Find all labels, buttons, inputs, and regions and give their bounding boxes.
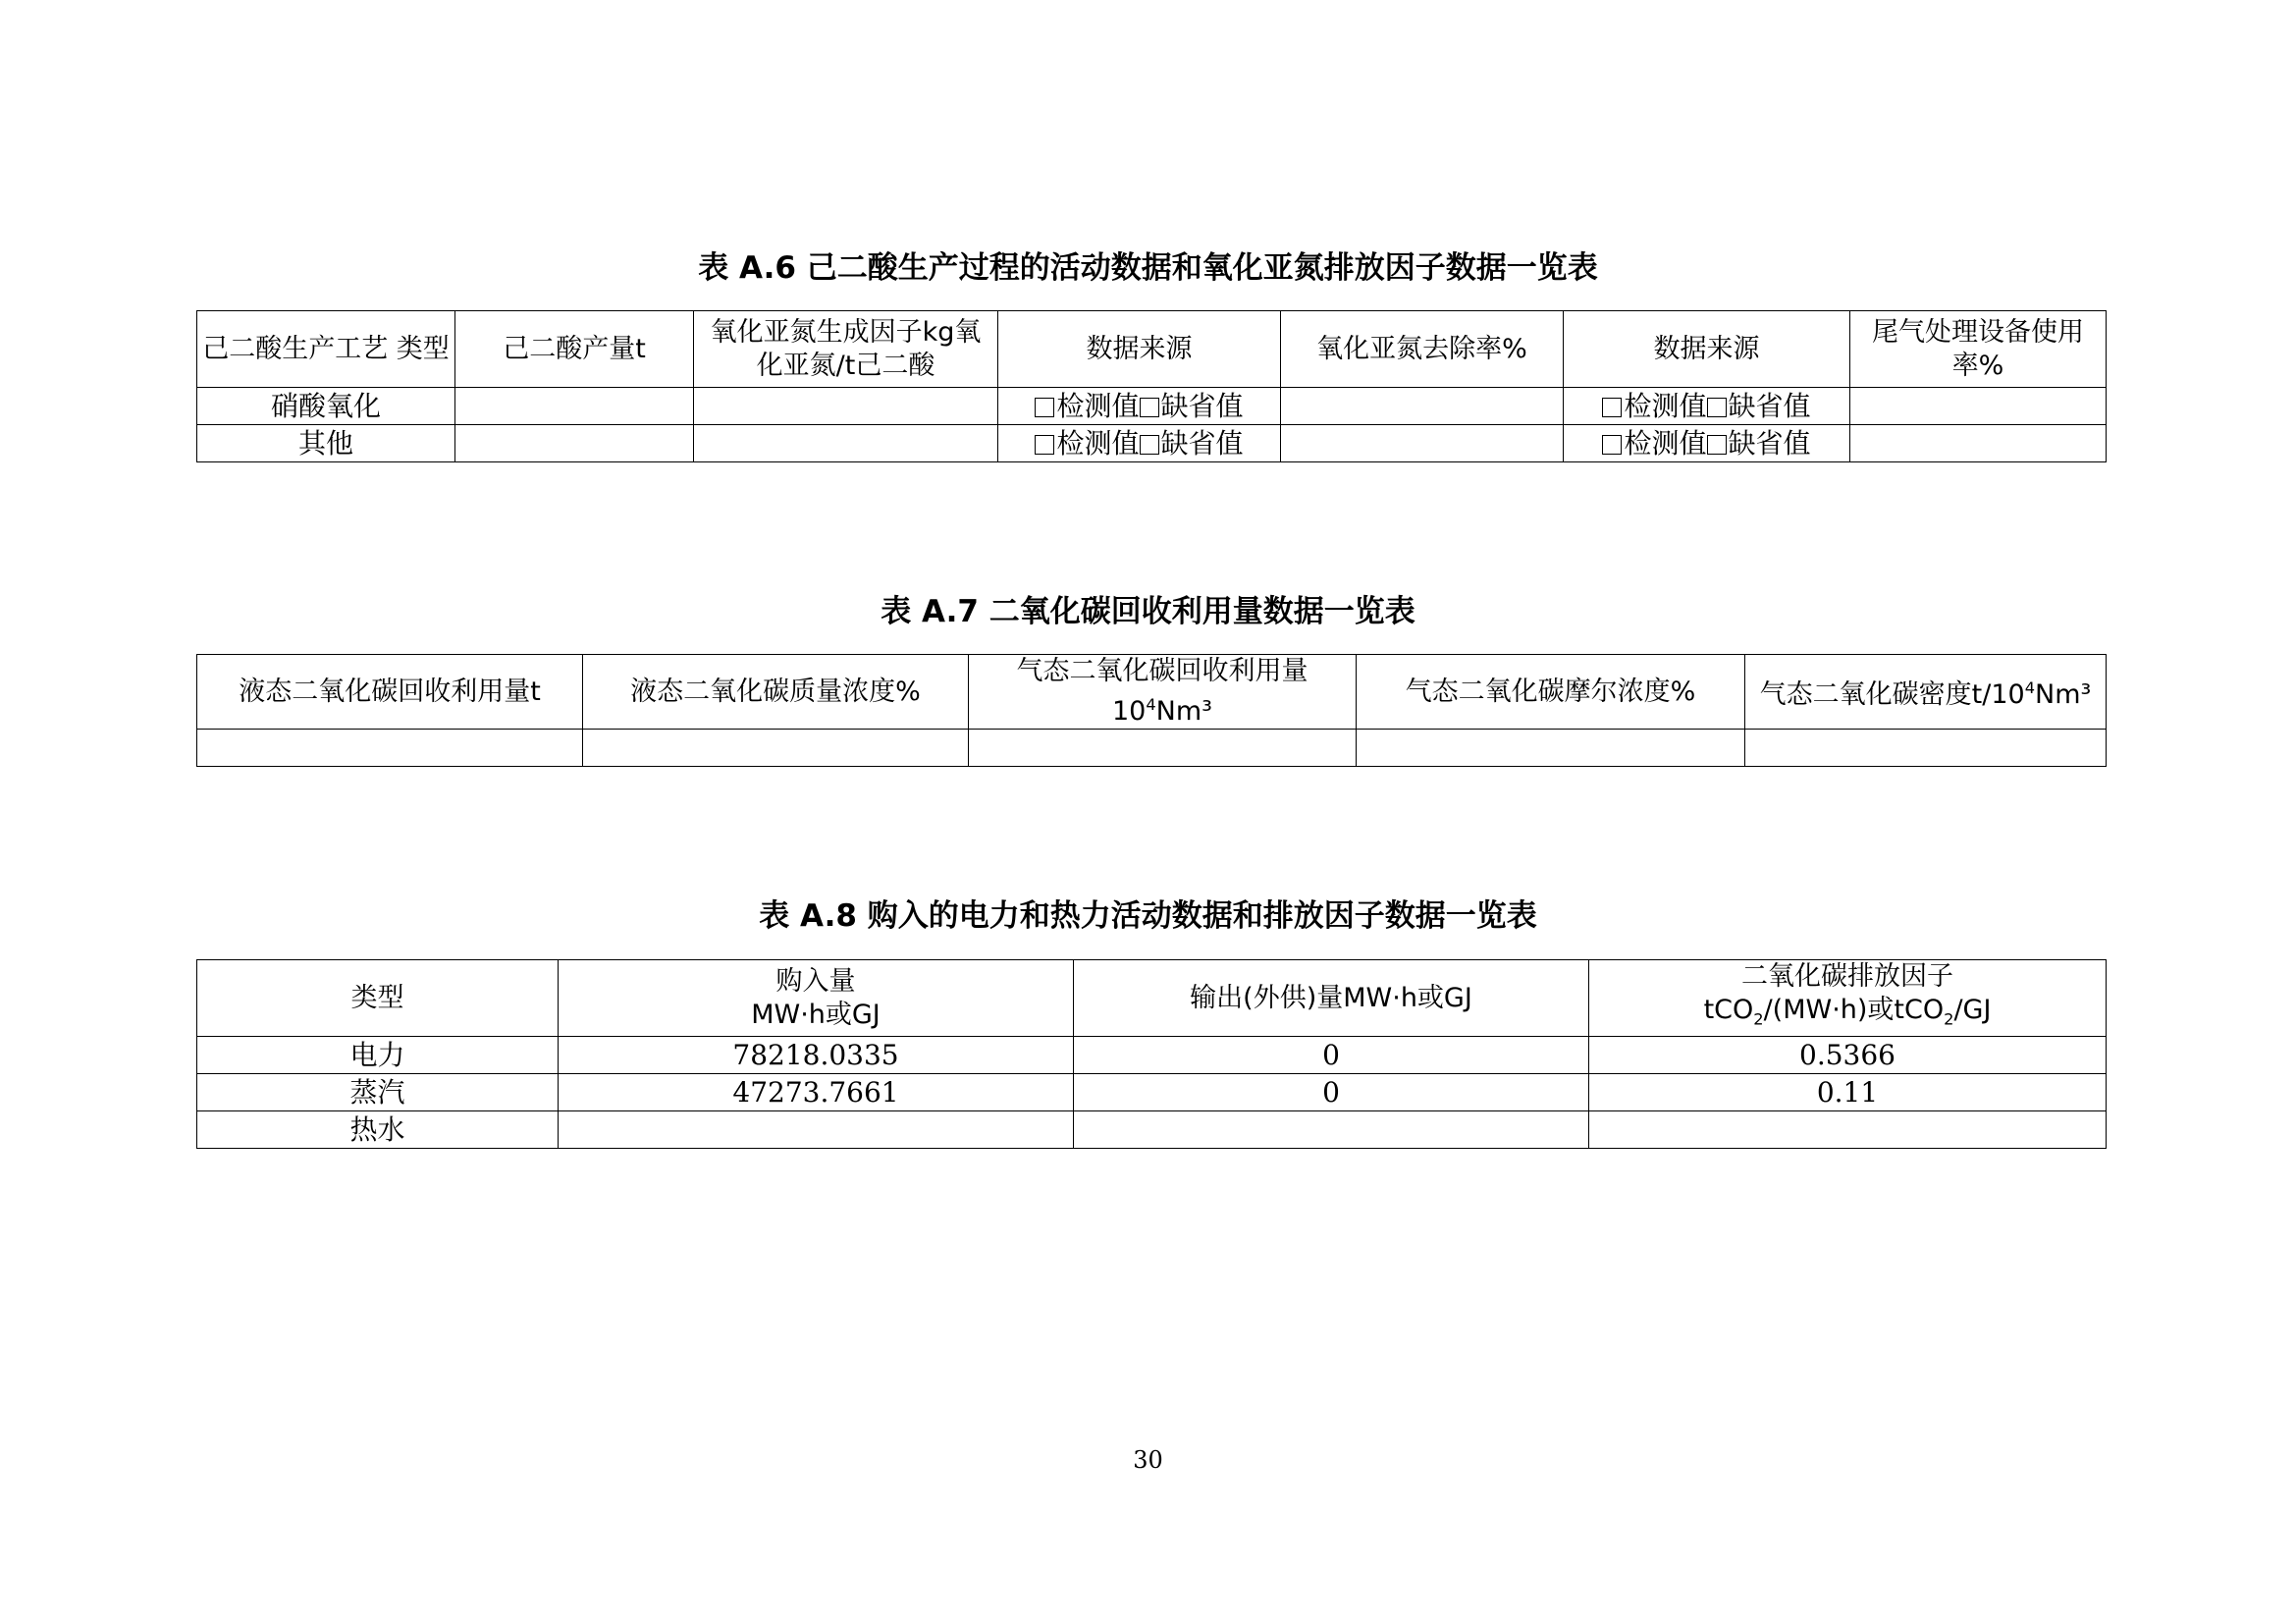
purchase-cell[interactable]: 78218.0335 <box>559 1037 1074 1074</box>
factor-cell[interactable]: 0.5366 <box>1589 1037 2107 1074</box>
data-cell[interactable] <box>1745 730 2107 767</box>
header-cell: 数据来源 <box>998 311 1281 388</box>
table-row <box>197 1037 2107 1074</box>
output-cell[interactable] <box>1074 1111 1589 1149</box>
unit-suffix: Nm³ <box>2035 679 2092 710</box>
checkbox[interactable] <box>1140 435 1159 455</box>
table-header-row <box>197 655 2107 730</box>
purchase-cell[interactable] <box>559 1111 1074 1149</box>
checkbox-label: 检测值 <box>1624 426 1707 460</box>
table-a6 <box>196 310 2107 462</box>
data-source-cell <box>998 388 1281 425</box>
header-cell: 输出(外供)量MW·h或GJ <box>1074 960 1589 1037</box>
data-cell[interactable] <box>455 388 694 425</box>
header-text: 二氧化碳排放因子 <box>1741 961 1953 992</box>
table-header-row <box>197 960 2107 1037</box>
checkbox-label: 缺省值 <box>1160 426 1244 460</box>
checkbox-label: 缺省值 <box>1160 389 1244 422</box>
subscript: 2 <box>1753 1009 1764 1029</box>
checkbox[interactable] <box>1140 398 1159 417</box>
data-cell[interactable] <box>1850 388 2107 425</box>
type-cell: 硝酸氧化 <box>197 388 455 425</box>
checkbox[interactable] <box>1602 398 1622 417</box>
header-cell: 液态二氧化碳回收利用量t <box>197 655 583 730</box>
header-unit: MW·h或GJ <box>751 999 881 1030</box>
header-text: 气态二氧化碳密度t/10 <box>1759 679 2025 710</box>
checkbox[interactable] <box>1035 398 1054 417</box>
data-cell[interactable] <box>969 730 1357 767</box>
header-cell: 液态二氧化碳质量浓度% <box>583 655 969 730</box>
header-unit-part: /GJ <box>1953 995 1992 1025</box>
purchase-cell[interactable]: 47273.7661 <box>559 1074 1074 1111</box>
header-cell <box>1589 960 2107 1037</box>
factor-cell[interactable] <box>1589 1111 2107 1149</box>
type-cell: 热水 <box>197 1111 559 1149</box>
unit-exponent: 4 <box>2024 678 2036 697</box>
header-cell: 气态二氧化碳摩尔浓度% <box>1357 655 1745 730</box>
data-cell[interactable] <box>1281 388 1564 425</box>
header-text: 气态二氧化碳回收利用量 <box>1016 656 1308 686</box>
checkbox[interactable] <box>1035 435 1054 455</box>
data-source-cell <box>1564 388 1850 425</box>
header-cell: 己二酸生产工艺 类型 <box>197 311 455 388</box>
data-cell[interactable] <box>1850 425 2107 462</box>
header-cell <box>1745 655 2107 730</box>
header-unit-part: tCO <box>1703 995 1754 1025</box>
unit-suffix: Nm³ <box>1155 696 1212 727</box>
table-row <box>197 388 2107 425</box>
table-row <box>197 1111 2107 1149</box>
data-source-cell <box>998 425 1281 462</box>
data-cell[interactable] <box>1281 425 1564 462</box>
checkbox-label: 缺省值 <box>1728 426 1811 460</box>
header-cell: 氧化亚氮去除率% <box>1281 311 1564 388</box>
checkbox[interactable] <box>1707 435 1727 455</box>
data-cell[interactable] <box>694 388 998 425</box>
table-a7-caption: 表 A.7 二氧化碳回收利用量数据一览表 <box>881 594 1415 629</box>
header-cell: 类型 <box>197 960 559 1037</box>
unit-prefix: 10 <box>1112 696 1147 727</box>
data-cell[interactable] <box>1357 730 1745 767</box>
table-a6-caption: 表 A.6 己二酸生产过程的活动数据和氧化亚氮排放因子数据一览表 <box>698 250 1598 286</box>
header-unit-part: /(MW·h)或tCO <box>1763 995 1945 1025</box>
type-cell: 电力 <box>197 1037 559 1074</box>
data-cell[interactable] <box>583 730 969 767</box>
checkbox-label: 检测值 <box>1056 389 1140 422</box>
table-row <box>197 425 2107 462</box>
header-cell <box>969 655 1357 730</box>
header-text: 购入量 <box>775 965 856 997</box>
data-cell[interactable] <box>455 425 694 462</box>
unit-exponent: 4 <box>1146 695 1156 714</box>
page-number: 30 <box>1133 1446 1163 1474</box>
type-cell: 其他 <box>197 425 455 462</box>
header-cell <box>559 960 1074 1037</box>
output-cell[interactable]: 0 <box>1074 1037 1589 1074</box>
checkbox-label: 检测值 <box>1056 426 1140 460</box>
table-a8 <box>196 959 2107 1149</box>
header-cell: 尾气处理设备使用率% <box>1850 311 2107 388</box>
table-row <box>197 1074 2107 1111</box>
checkbox[interactable] <box>1707 398 1727 417</box>
data-cell[interactable] <box>694 425 998 462</box>
checkbox-label: 缺省值 <box>1728 389 1811 422</box>
checkbox[interactable] <box>1602 435 1622 455</box>
table-a7 <box>196 654 2107 767</box>
table-a8-caption: 表 A.8 购入的电力和热力活动数据和排放因子数据一览表 <box>759 898 1537 934</box>
data-source-cell <box>1564 425 1850 462</box>
header-cell: 氧化亚氮生成因子kg氧化亚氮/t己二酸 <box>694 311 998 388</box>
data-cell[interactable] <box>197 730 583 767</box>
subscript: 2 <box>1944 1009 1954 1029</box>
checkbox-label: 检测值 <box>1624 389 1707 422</box>
header-cell: 己二酸产量t <box>455 311 694 388</box>
table-header-row <box>197 311 2107 388</box>
factor-cell[interactable]: 0.11 <box>1589 1074 2107 1111</box>
output-cell[interactable]: 0 <box>1074 1074 1589 1111</box>
header-cell: 数据来源 <box>1564 311 1850 388</box>
type-cell: 蒸汽 <box>197 1074 559 1111</box>
table-row <box>197 730 2107 767</box>
